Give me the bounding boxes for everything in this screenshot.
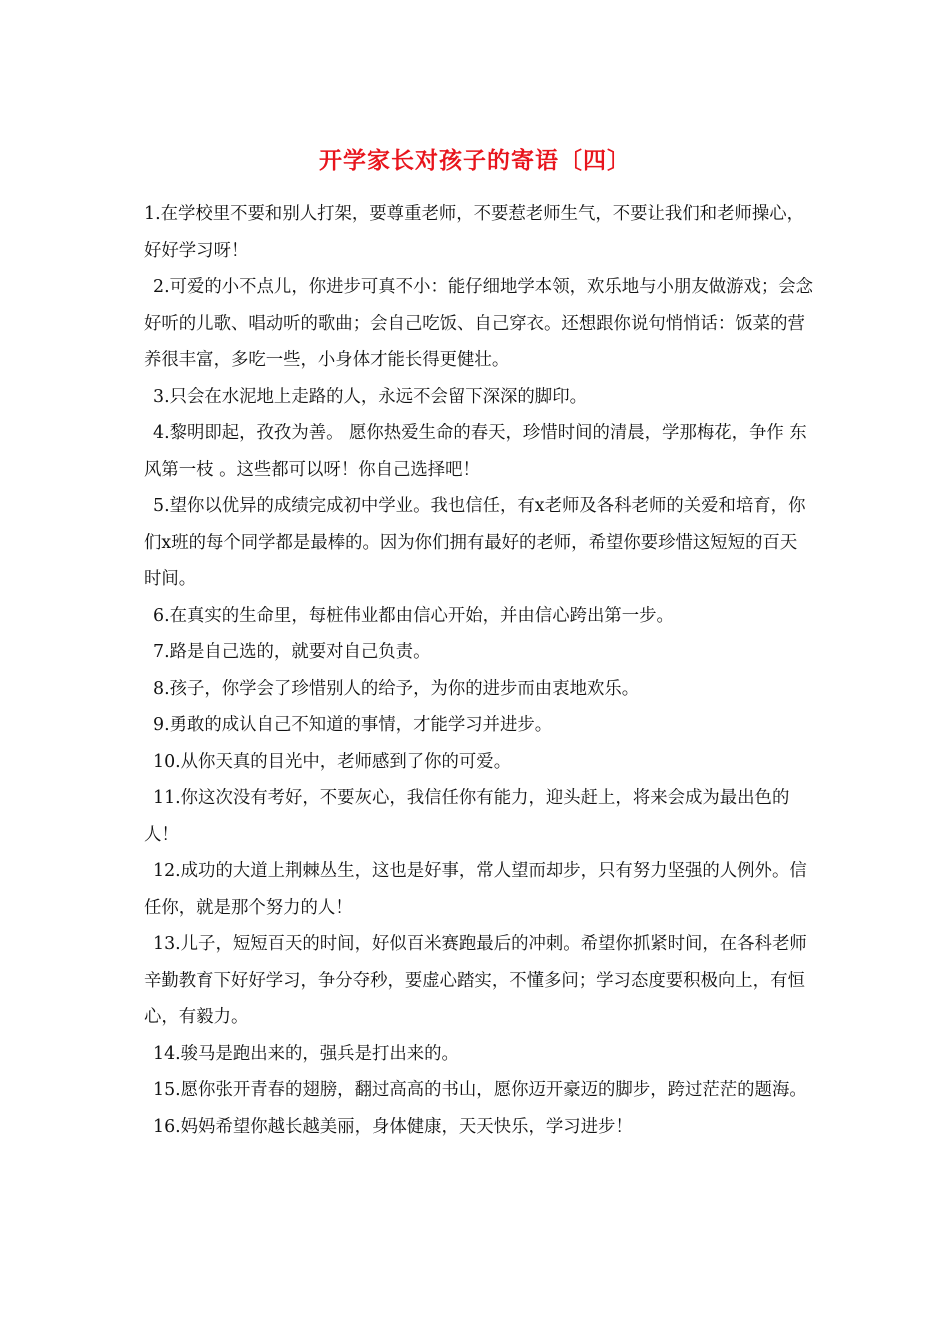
- list-item: 6.在真实的生命里，每桩伟业都由信心开始，并由信心跨出第一步。: [153, 605, 674, 626]
- list-item: 4.黎明即起，孜孜为善。 愿你热爱生命的春天，珍惜时间的清晨，学那梅花，争作 东风第一枝 。这些都可以呀！你自己选择吧！: [144, 423, 807, 480]
- document-body: [144, 196, 814, 1145]
- list-item: 2.可爱的小不点儿，你进步可真不小：能仔细地学本领，欢乐地与小朋友做游戏；会念好听的儿歌、唱动听的歌曲；会自己吃饭、自己穿衣。还想跟你说句悄悄话：饭菜的营养很丰富，多吃一些，小身体才能长得更健壮。: [144, 277, 814, 370]
- list-item: 15.愿你张开青春的翅膀，翻过高高的书山，愿你迈开豪迈的脚步，跨过茫茫的题海。: [153, 1080, 807, 1100]
- list-item: 13.儿子，短短百天的时间，好似百米赛跑最后的冲刺。希望你抓紧时间，在各科老师辛勤教育下好好学习，争分夺秒，要虚心踏实，不懂多问；学习态度要积极向上，有恒心，有毅力。: [144, 934, 807, 1027]
- list-item: 14.骏马是跑出来的，强兵是打出来的。: [153, 1043, 459, 1064]
- list-item: 11.你这次没有考好，不要灰心，我信任你有能力，迎头赶上，将来会成为最出色的人！: [144, 788, 790, 845]
- page-title: 开学家长对孩子的寄语〔四〕: [319, 147, 631, 174]
- list-item: 16.妈妈希望你越长越美丽，身体健康，天天快乐，学习进步！: [153, 1116, 633, 1137]
- list-item: 5.望你以优异的成绩完成初中学业。我也信任，有x老师及各科老师的关爱和培育，你们x班的每个同学都是最棒的。因为你们拥有最好的老师，希望你要珍惜这短短的百天时间。: [144, 496, 806, 589]
- list-item: 10.从你天真的目光中，老师感到了你的可爱。: [153, 751, 512, 772]
- list-item: 3.只会在水泥地上走路的人，永远不会留下深深的脚印。: [153, 386, 587, 407]
- list-item: 1.在学校里不要和别人打架，要尊重老师，不要惹老师生气，不要让我们和老师操心，好好学习呀！: [144, 204, 805, 261]
- list-item: 9.勇敢的成认自己不知道的事情，才能学习并进步。: [153, 715, 553, 735]
- list-item: 12.成功的大道上荆棘丛生，这也是好事，常人望而却步，只有努力坚强的人例外。信任你，就是那个努力的人！: [144, 861, 807, 918]
- list-item: 7.路是自己选的，就要对自己负责。: [153, 642, 431, 662]
- list-item: 8.孩子，你学会了珍惜别人的给予，为你的进步而由衷地欢乐。: [153, 678, 640, 699]
